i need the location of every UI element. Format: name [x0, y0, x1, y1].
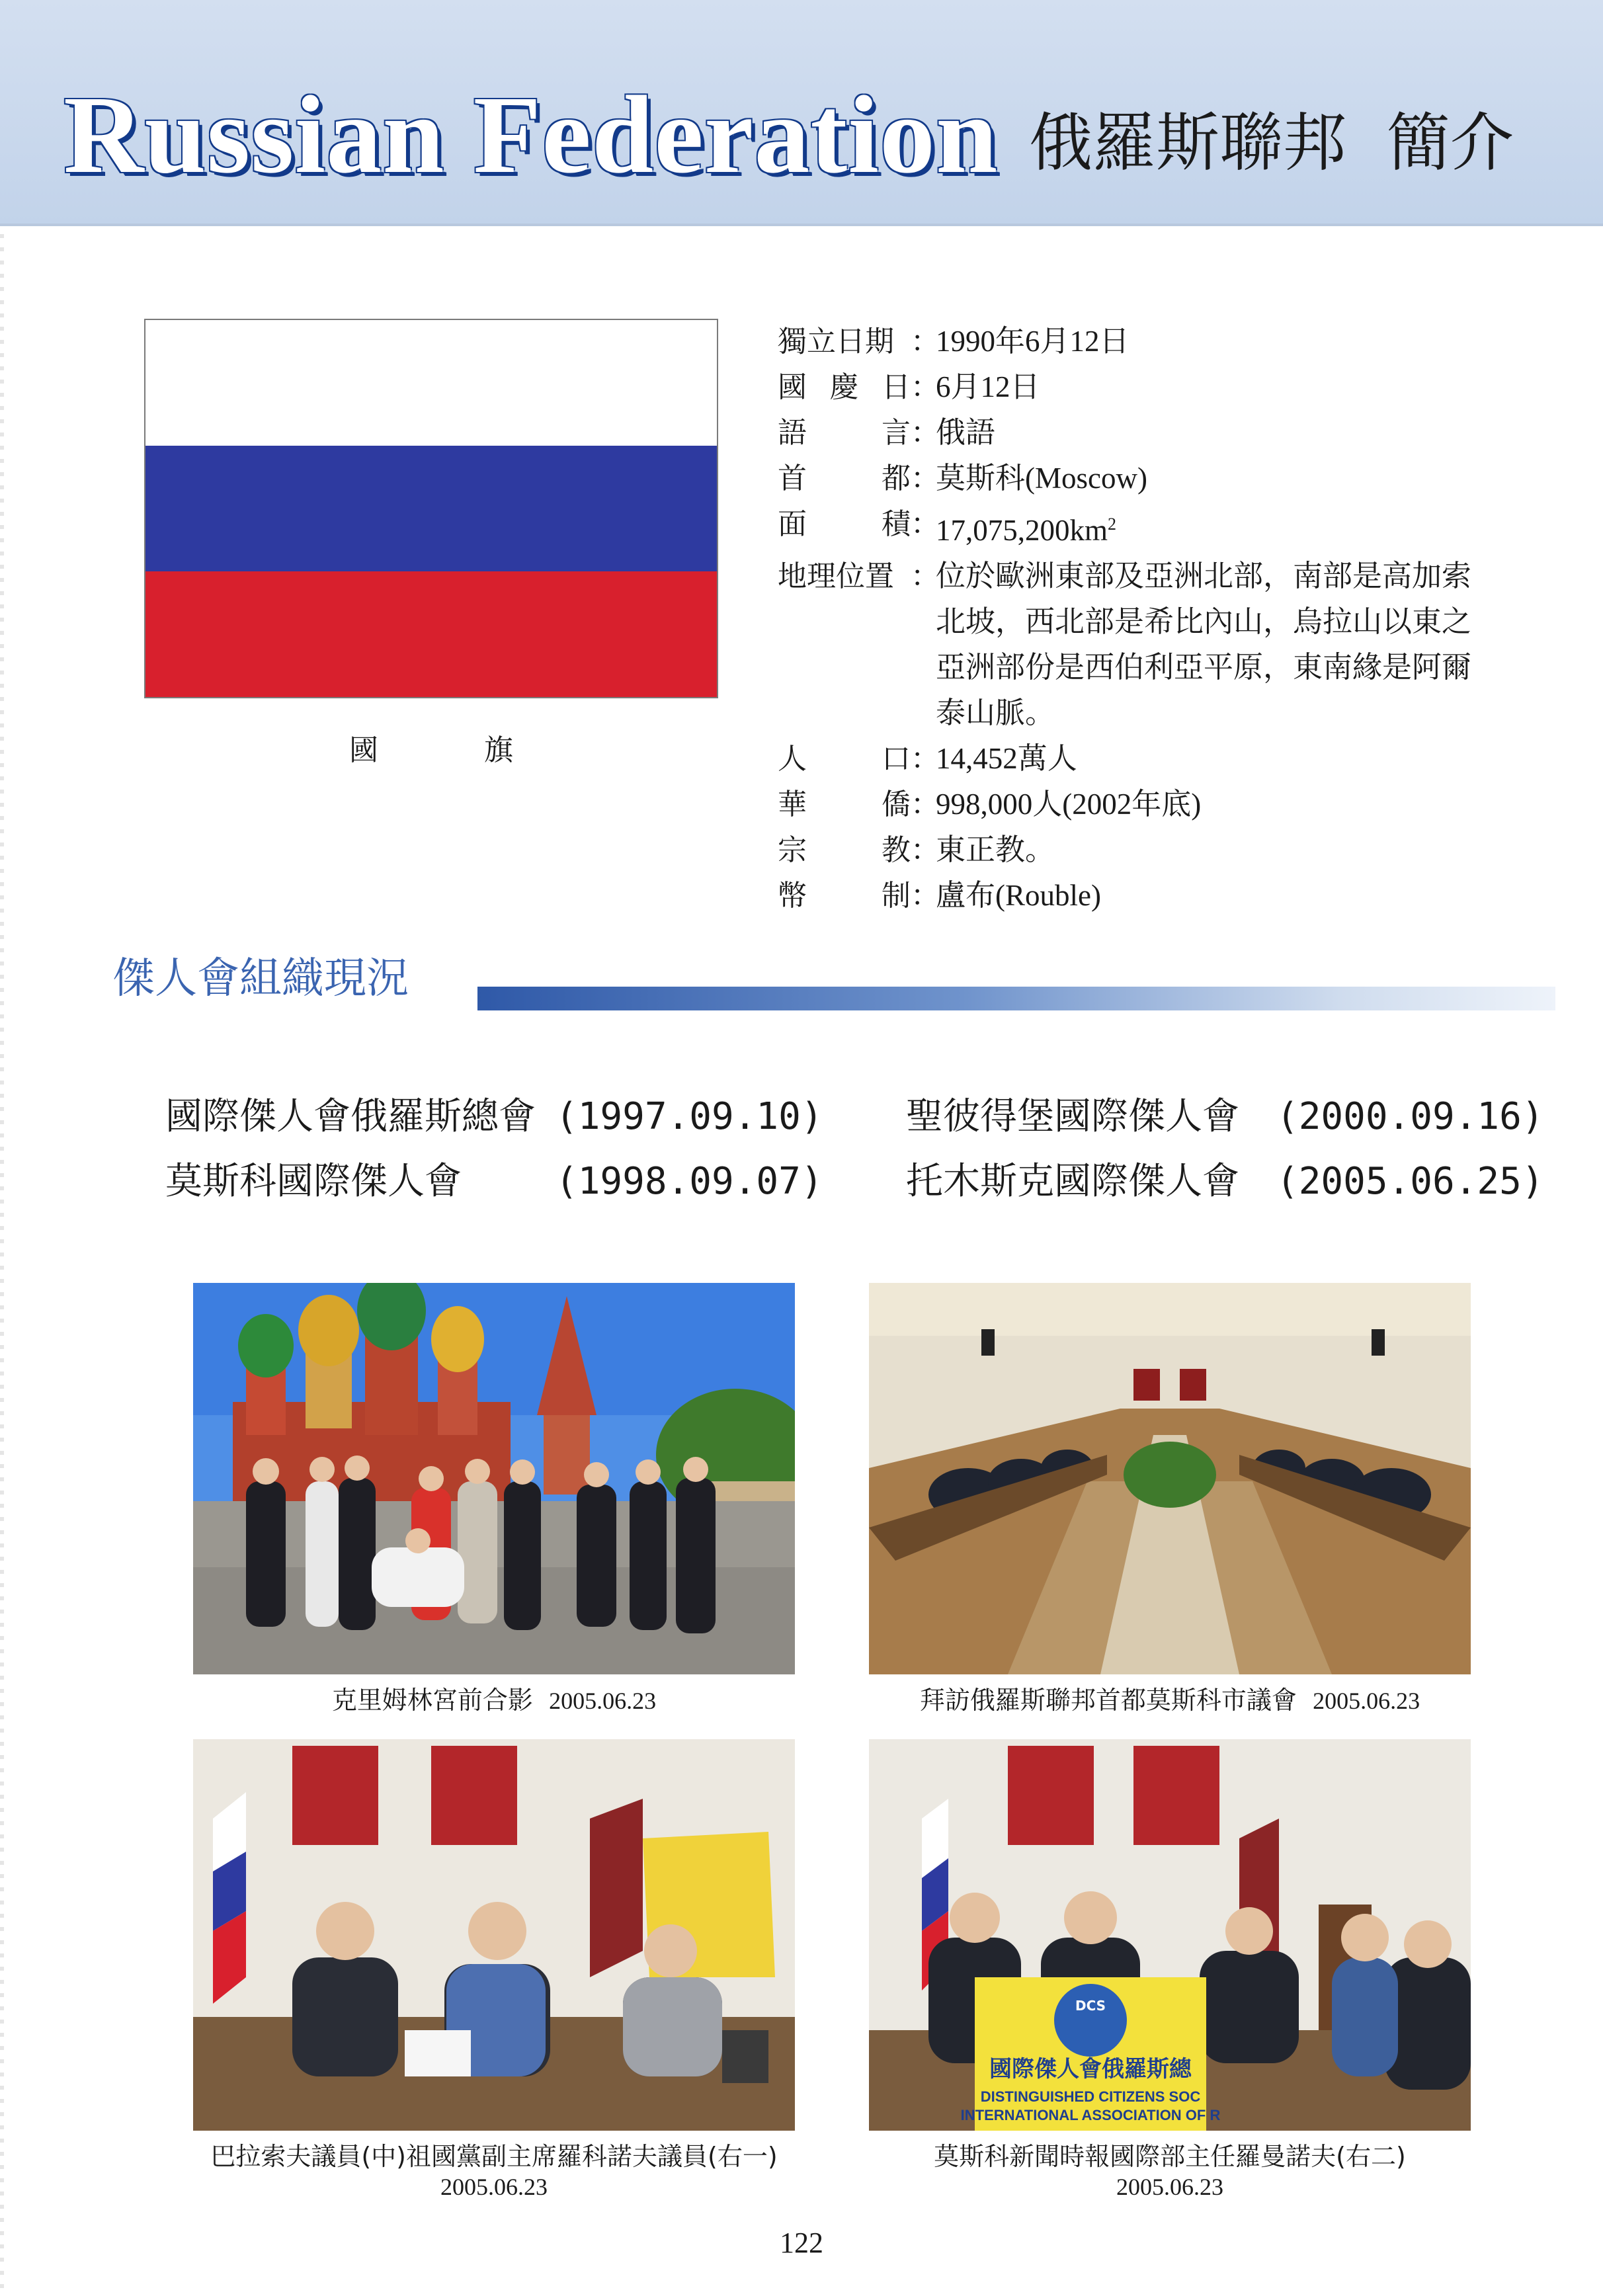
fact-row: 幣 制 ： 盧布(Rouble)	[778, 873, 1571, 919]
photo-council-meeting-image	[869, 1283, 1471, 1674]
fact-value-geography: 位於歐洲東部及亞洲北部，南部是高加索 北坡，西北部是希比內山，烏拉山以東之 亞洲部份是西伯利亞平原，東南緣是阿爾 泰山脈。	[936, 559, 1472, 729]
fact-value: 俄語	[936, 416, 996, 449]
header-rule	[0, 224, 1603, 226]
fact-row: 面 積 ： $17,075,200km^2$	[778, 501, 1571, 554]
photo-council-members	[193, 1739, 795, 2131]
branch-name: 莫斯科國際傑人會	[165, 1160, 462, 1203]
banner-chinese-text: 國際傑人會俄羅斯總	[989, 2056, 1192, 2082]
fact-row: 人 口 ： 14,452萬人	[778, 736, 1571, 782]
fact-row: 獨立日期 ： 1990年6月12日	[778, 319, 1571, 364]
fact-value: 14,452萬人	[936, 742, 1077, 775]
fact-row: 地理位置 ： 位於歐洲東部及亞洲北部，南部是高加索 北坡，西北部是希比內山，烏拉山以東之 亞洲部份是西伯利亞平原，東南緣是阿爾 泰山脈。	[778, 554, 1571, 736]
photo-caption: 克里姆林宮前合影 2005.06.23	[331, 1686, 657, 1715]
fact-row: 華 僑 ： 998,000人(2002年底)	[778, 782, 1571, 827]
branch-list-left	[165, 1085, 823, 1214]
fact-label: 宗 教	[778, 833, 911, 867]
russian-flag	[144, 319, 718, 698]
banner-badge: DCS	[1075, 1998, 1106, 2014]
fact-label: 首 都	[778, 462, 911, 495]
section-title: 傑人會組織現況	[112, 954, 409, 1003]
fact-value: 6月12日	[936, 370, 1040, 403]
fact-label: 幣 制	[778, 879, 911, 913]
photo-kremlin-group-image	[193, 1283, 795, 1674]
fact-value: 998,000人(2002年底)	[936, 788, 1202, 821]
fact-label: 獨立日期	[778, 325, 894, 358]
section-gradient-bar	[477, 987, 1555, 1010]
fact-value: $17,075,200km^2$	[936, 514, 1117, 547]
scan-edge	[0, 0, 4, 2296]
banner-english-text-1: DISTINGUISHED CITIZENS SOC	[980, 2088, 1201, 2105]
photo-kremlin-group	[193, 1283, 795, 1674]
title-chinese: 俄羅斯聯邦 簡介	[1029, 106, 1514, 180]
flag-stripe-white	[145, 320, 717, 446]
branch-date: (1998.09.07)	[555, 1160, 823, 1203]
country-facts	[778, 319, 1571, 919]
flag-caption: 國旗	[349, 733, 619, 767]
title-english: Russian Federation	[63, 73, 999, 196]
fact-value: 莫斯科(Moscow)	[936, 462, 1147, 495]
fact-row: 宗 教 ： 東正教。	[778, 827, 1571, 873]
photo-caption: 巴拉索夫議員(中)祖國黨副主席羅科諾夫議員(右一) 2005.06.23	[210, 2142, 778, 2200]
fact-label: 國 慶 日	[778, 370, 911, 404]
branch-date: (2000.09.16)	[1276, 1095, 1544, 1138]
fact-row: 首 都 ： 莫斯科(Moscow)	[778, 456, 1571, 501]
photo-council-meeting	[869, 1283, 1471, 1674]
photo-press-meeting	[869, 1739, 1471, 2131]
branch-name: 聖彼得堡國際傑人會	[906, 1095, 1239, 1138]
branch-name: 托木斯克國際傑人會	[906, 1160, 1239, 1203]
fact-label: 華 僑	[778, 788, 911, 821]
branch-row	[906, 1149, 1544, 1214]
fact-label: 地理位置	[778, 559, 894, 593]
photo-caption: 莫斯科新聞時報國際部主任羅曼諾夫(右二) 2005.06.23	[934, 2142, 1406, 2200]
branch-row	[165, 1149, 823, 1214]
branch-row	[906, 1085, 1544, 1149]
fact-label: 語 言	[778, 416, 911, 450]
fact-value: 東正教。	[936, 833, 1055, 866]
flag-stripe-blue	[145, 446, 717, 571]
flag-stripe-red	[145, 571, 717, 697]
branch-list-right	[906, 1085, 1544, 1214]
fact-value: 盧布(Rouble)	[936, 879, 1101, 912]
banner-english-text-2: INTERNATIONAL ASSOCIATION OF R	[960, 2107, 1221, 2123]
fact-label: 面 積	[778, 507, 911, 541]
photo-council-members-image	[193, 1739, 795, 2131]
fact-row: 國 慶 日 ： 6月12日	[778, 364, 1571, 410]
branch-date: (2005.06.25)	[1276, 1160, 1544, 1203]
page-number: 122	[780, 2227, 823, 2259]
branch-row	[165, 1085, 823, 1149]
photo-press-meeting-image	[869, 1739, 1471, 2131]
branch-date: (1997.09.10)	[555, 1095, 823, 1138]
photo-caption: 拜訪俄羅斯聯邦首都莫斯科市議會 2005.06.23	[919, 1686, 1420, 1715]
fact-row: 語 言 ： 俄語	[778, 410, 1571, 456]
branch-name: 國際傑人會俄羅斯總會	[165, 1095, 536, 1138]
fact-label: 人 口	[778, 742, 911, 776]
fact-value: 1990年6月12日	[936, 325, 1130, 358]
